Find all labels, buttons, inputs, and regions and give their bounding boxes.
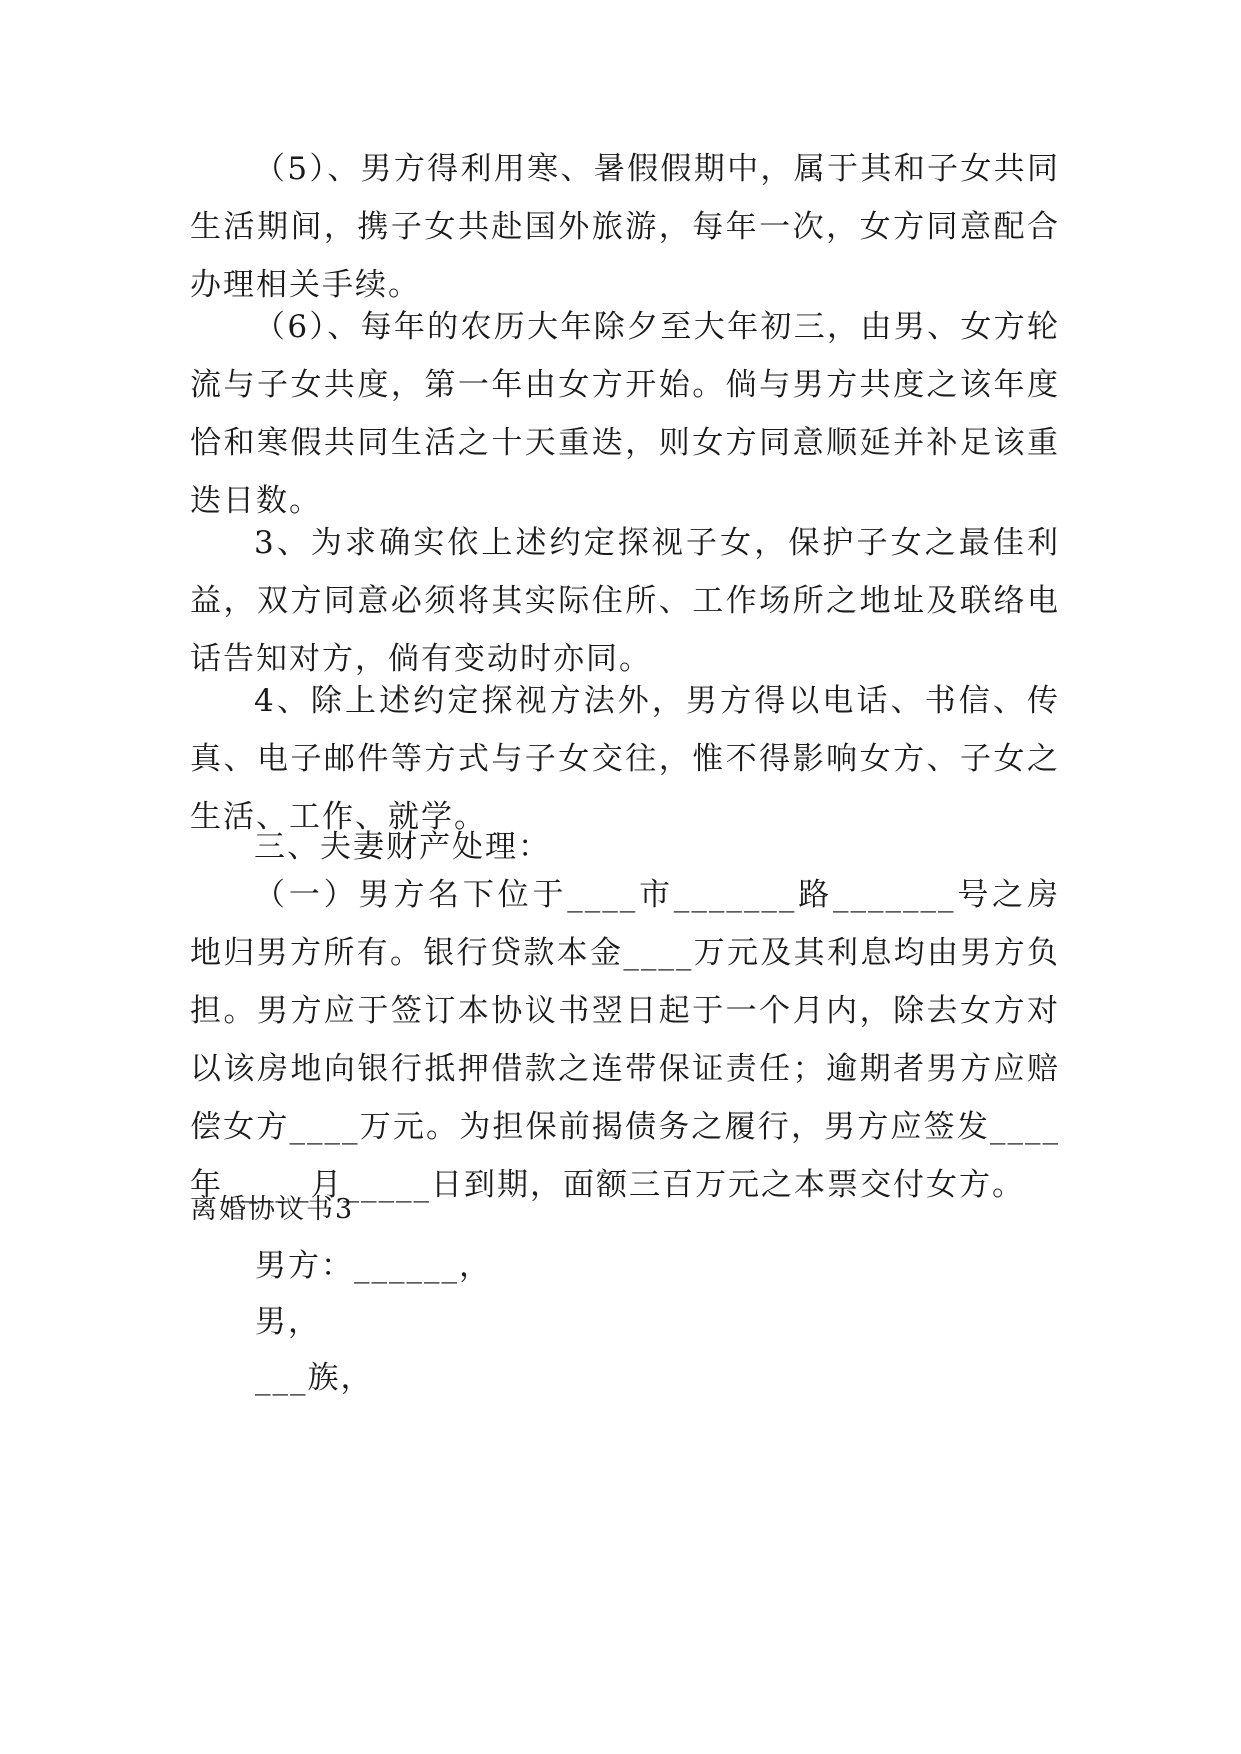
line-ethnicity: ___族， — [255, 1360, 374, 1396]
paragraph-new-year: （6）、每年的农历大年除夕至大年初三，由男、女方轮流与子女共度，第一年由女方开始。倘与男方共度之该年度恰和寒假共同生活之十天重迭，则女方同意顺延并补足该重迭日数。 — [190, 309, 1060, 519]
paragraph-address-notice: 3、为求确实依上述约定探视子女，保护子女之最佳利益，双方同意必须将其实际住所、工作场所之地址及联络电话告知对方，倘有变动时亦同。 — [190, 525, 1060, 677]
paragraph-property-clause: （一）男方名下位于____市_______路_______号之房地归男方所有。银行贷款本金____万元及其利息均由男方负担。男方应于签订本协议书翌日起于一个月内，除去女方对以该房地向银行抵押借款之连带保证责任；逾期者男方应赔偿女方____万元。为担保前揭债务之履行，男方应签发____年_____月_____日到期，面额三百万元之本票交付女方。 — [190, 877, 1060, 1203]
line-gender: 男， — [255, 1304, 321, 1340]
paragraph-visit-abroad: （5）、男方得利用寒、暑假假期中，属于其和子女共同生活期间，携子女共赴国外旅游，每年一次，女方同意配合办理相关手续。 — [190, 151, 1060, 303]
line-male-party: 男方：______， — [255, 1248, 492, 1284]
section-title: 离婚协议书3 — [190, 1194, 355, 1225]
paragraph-contact-methods: 4、除上述约定探视方法外，男方得以电话、书信、传真、电子邮件等方式与子女交往，惟不得影响女方、子女之生活、工作、就学。 — [190, 683, 1060, 835]
paragraph-property-heading: 三、夫妻财产处理： — [254, 829, 551, 865]
